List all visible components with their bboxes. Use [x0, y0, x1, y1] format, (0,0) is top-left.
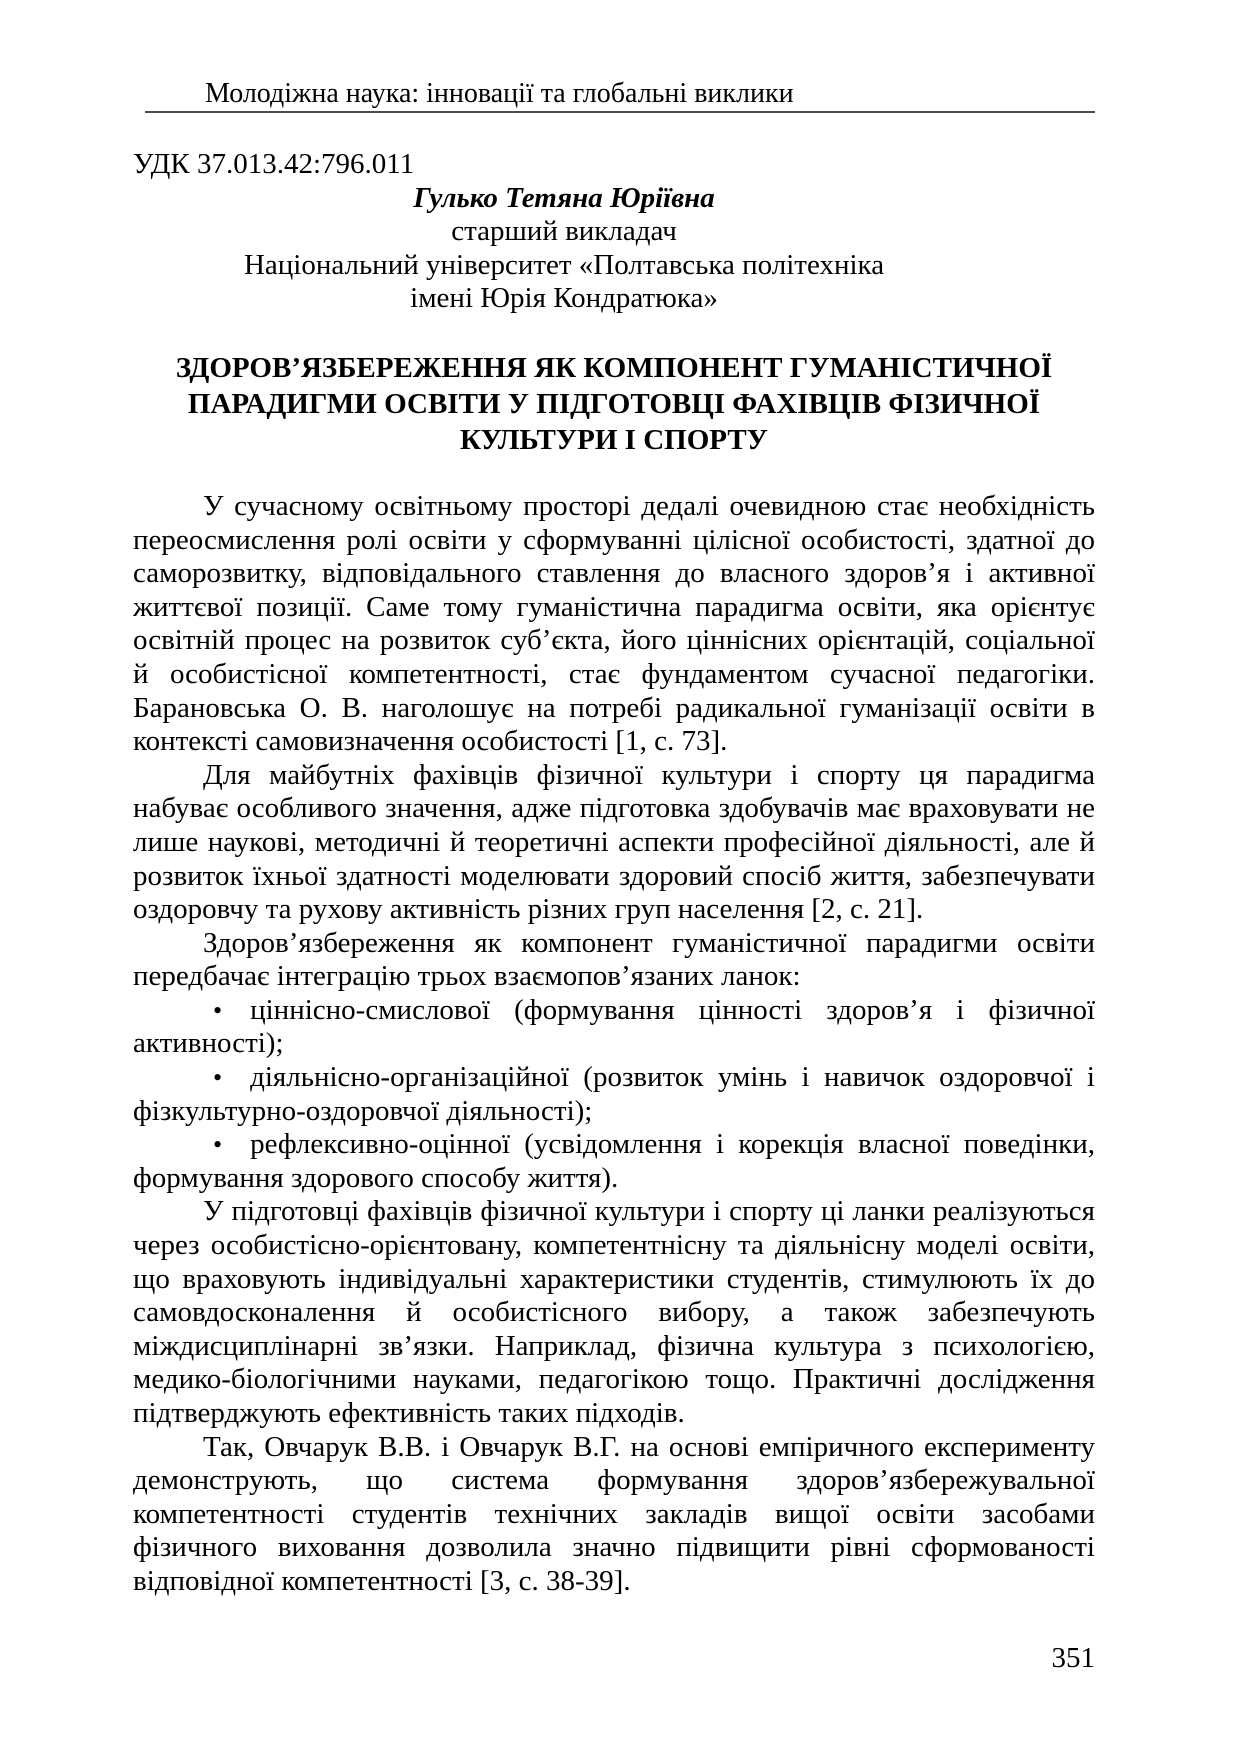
page-content: [133, 78, 1095, 1599]
article-title: [133, 350, 1095, 458]
paragraph: Здоров’язбереження як компонент гуманістичної парадигми освіти передбачає інтеграцію трьох взаємопов’язаних ланок:: [133, 926, 1095, 993]
list-item-text: ціннісно-смислової (формування цінності здоров’я і фізичної активності);: [133, 993, 1095, 1060]
author-affiliation-line-2: імені Юрія Кондратюка»: [410, 282, 718, 315]
page-number: 351: [1051, 1642, 1095, 1674]
article-title-line-2: ПАРАДИГМИ ОСВІТИ У ПІДГОТОВЦІ ФАХІВЦІВ ФІЗИЧНОЇ: [187, 387, 1041, 420]
paragraph: Так, Овчарук В.В. і Овчарук В.Г. на основі емпіричного експерименту демонструють, що система формування здоров’язбережувальної компетентності студентів технічних закладів вищої освіти засобами фізичного виховання дозволила значно підвищити рівні сформованості відповідної компетентності [3, с. 38-39].: [133, 1430, 1095, 1597]
author-block: [133, 182, 995, 316]
author-name: Гулько Тетяна Юріївна: [413, 181, 715, 214]
paragraph: У сучасному освітньому просторі дедалі очевидною стає необхідність переосмислення ролі освіти у сформуванні цілісної особистості, здатної до саморозвитку, відповідального ставлення до власного здоров’я і активної життєвої позиції. Саме тому гуманістична парадигма освіти, яка орієнтує освітній процес на розвиток суб’єкта, його ціннісних орієнтацій, соціальної й особистісної компетентності, стає фундаментом сучасної педагогіки. Барановська О. В. наголошує на потребі радикальної гуманізації освіти в контексті самовизначення особистості [1, с. 73].: [133, 489, 1095, 758]
udc-code: УДК 37.013.42:796.011: [133, 148, 415, 180]
bullet-marker: •: [213, 1063, 223, 1093]
paragraph: Для майбутніх фахівців фізичної культури і спорту ця парадигма набуває особливого значення, адже підготовка здобувачів має враховувати не лише наукові, методичні й теоретичні аспекти професійної діяльності, але й розвиток їхньої здатності моделювати здоровий спосіб життя, забезпечувати оздоровчу та рухову активність різних груп населення [2, с. 21].: [133, 758, 1095, 926]
list-item: [133, 1061, 1095, 1128]
header-rule: [145, 111, 1095, 113]
author-position: старший викладач: [451, 215, 677, 248]
bullet-marker: •: [213, 1130, 223, 1160]
list-item: [133, 994, 1095, 1061]
author-affiliation-line-1: Національний університет «Полтавська політехніка: [243, 248, 885, 281]
article-title-line-1: ЗДОРОВ’ЯЗБЕРЕЖЕННЯ ЯК КОМПОНЕНТ ГУМАНІСТИЧНОЇ: [175, 351, 1053, 384]
bullet-marker: •: [213, 995, 223, 1025]
article-body: [133, 490, 1095, 1599]
list-item-text: діяльнісно-організаційної (розвиток умінь і навичок оздоровчої і фізкультурно-оздоровчої діяльності);: [133, 1061, 1095, 1127]
article-title-line-3: КУЛЬТУРИ І СПОРТУ: [460, 423, 768, 456]
running-header: Молодіжна наука: інновації та глобальні виклики: [205, 78, 794, 109]
list-item: [133, 1128, 1095, 1195]
list-item-text: рефлексивно-оцінної (усвідомлення і корекція власної поведінки, формування здорового способу життя).: [133, 1128, 1095, 1194]
paragraph: У підготовці фахівців фізичної культури і спорту ці ланки реалізуються через особистісно-орієнтовану, компетентнісну та діяльнісну моделі освіти, що враховують індивідуальні характеристики студентів, стимулюють їх до самовдосконалення й особистісного вибору, а також забезпечують міждисциплінарні зв’язки. Наприклад, фізична культура з психологією, медико-біологічними науками, педагогікою тощо. Практичні дослідження підтверджують ефективність таких підходів.: [133, 1195, 1095, 1429]
